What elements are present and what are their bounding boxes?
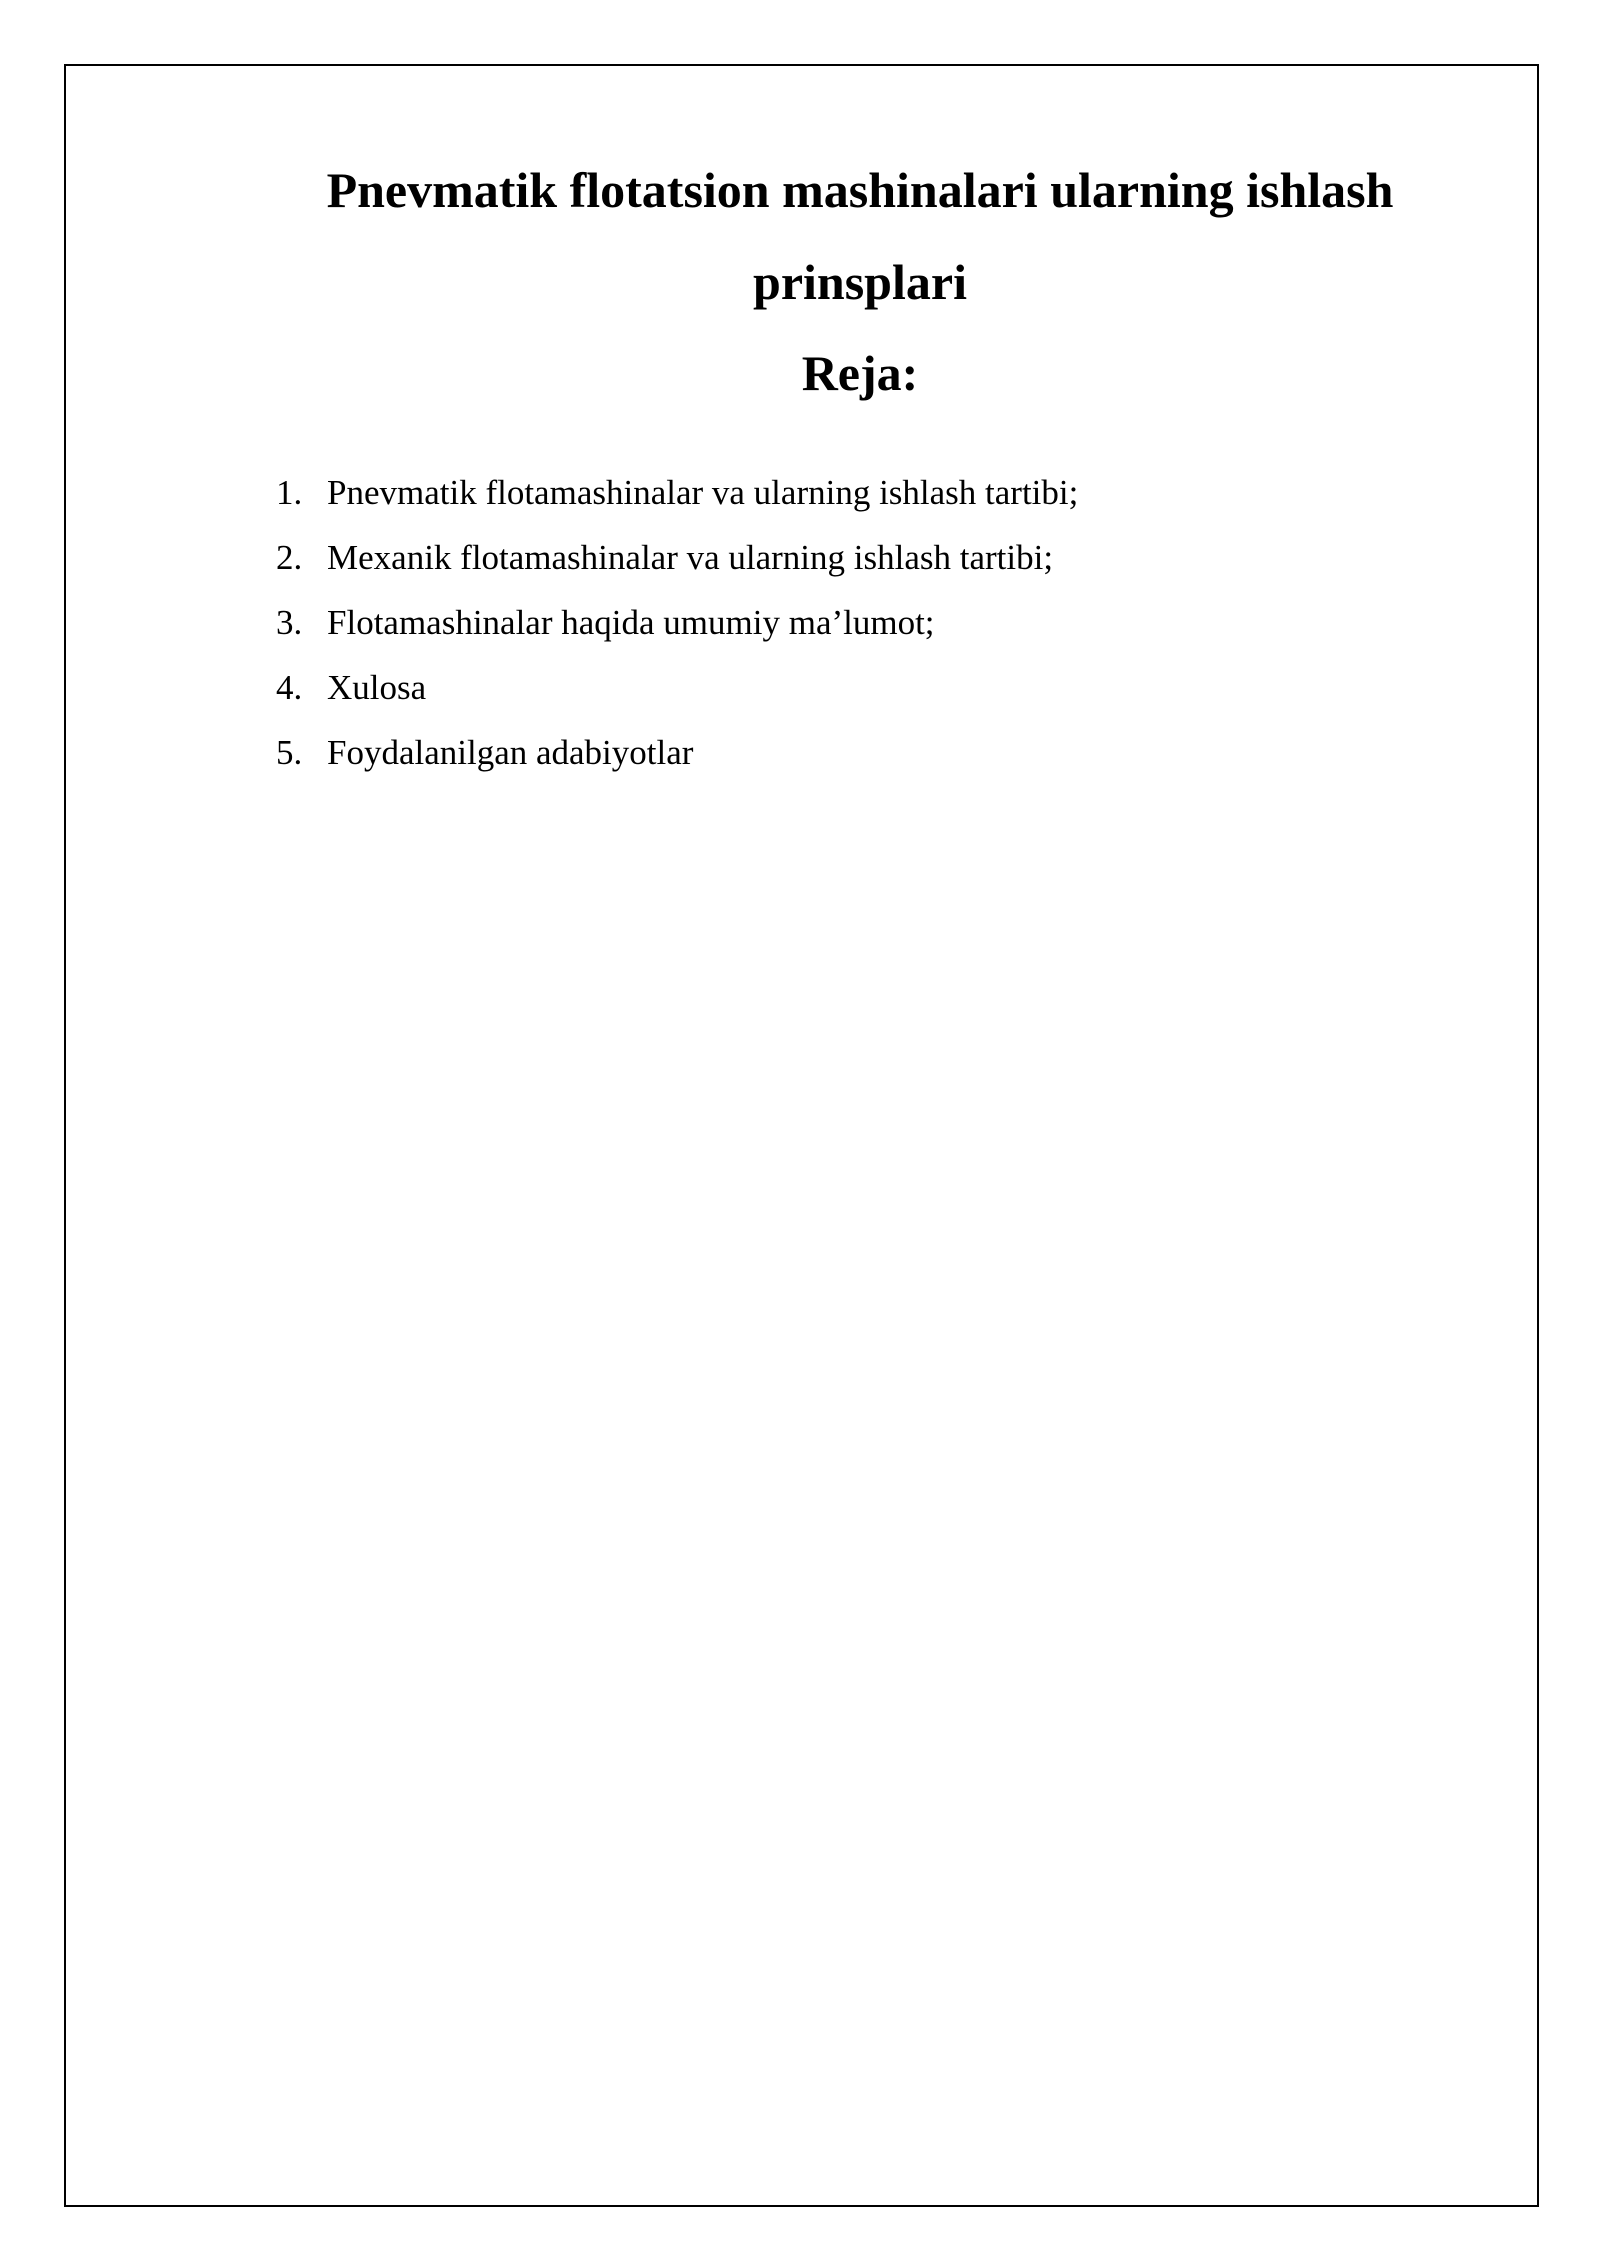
plan-item-text: Pnevmatik flotamashinalar va ularning ishlash tartibi; bbox=[327, 473, 1079, 512]
title-line-1: Pnevmatik flotatsion mashinalari ularning ishlash bbox=[326, 162, 1394, 218]
plan-item-text: Foydalanilgan adabiyotlar bbox=[327, 733, 694, 772]
plan-item-2 bbox=[276, 525, 1078, 590]
plan-item-5 bbox=[276, 720, 1078, 785]
plan-item-number: 2. bbox=[276, 538, 303, 577]
plan-item-3 bbox=[276, 590, 1078, 655]
plan-item-number: 1. bbox=[276, 473, 303, 512]
plan-item-text: Mexanik flotamashinalar va ularning ishlash tartibi; bbox=[327, 538, 1054, 577]
plan-item-number: 3. bbox=[276, 603, 303, 642]
plan-heading: Reja: bbox=[801, 345, 919, 401]
plan-item-text: Flotamashinalar haqida umumiy ma’lumot; bbox=[327, 603, 935, 642]
title-line-2: prinsplari bbox=[753, 254, 967, 310]
plan-item-number: 4. bbox=[276, 668, 303, 707]
plan-item-text: Xulosa bbox=[327, 668, 427, 707]
plan-item-4 bbox=[276, 655, 1078, 720]
plan-list bbox=[276, 460, 1078, 785]
plan-item-number: 5. bbox=[276, 733, 303, 772]
plan-item-1 bbox=[276, 460, 1078, 525]
document-title bbox=[240, 144, 1480, 328]
